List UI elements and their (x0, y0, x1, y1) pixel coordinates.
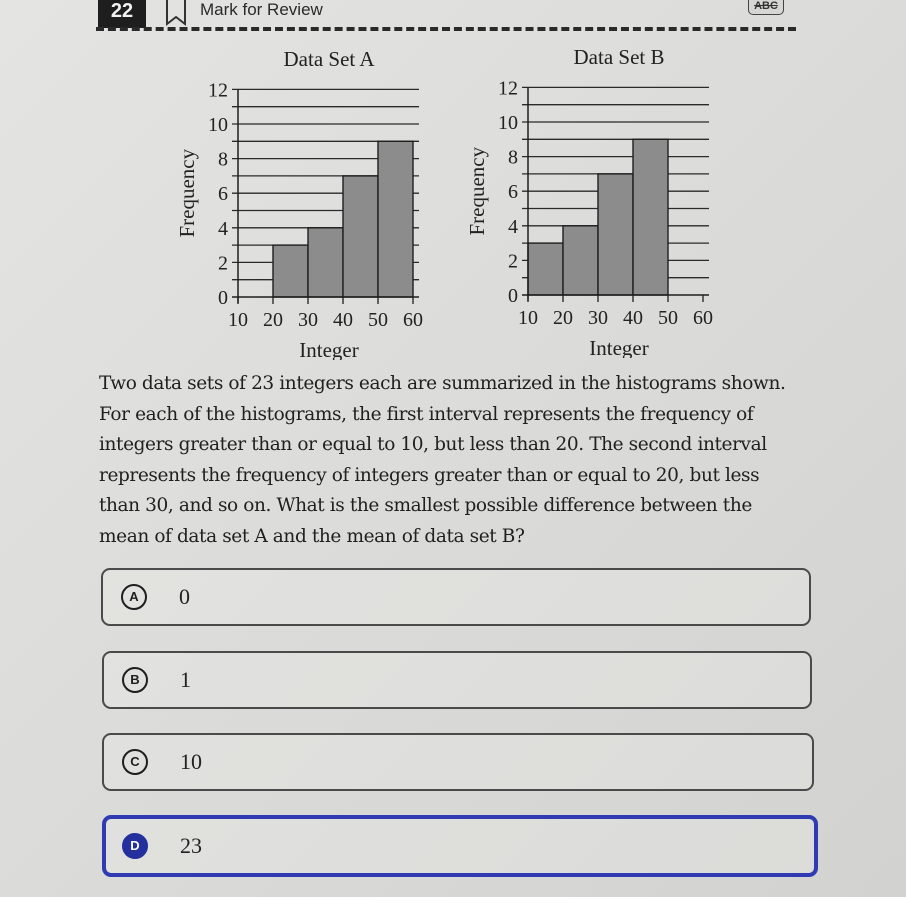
choice-value: 1 (180, 667, 191, 692)
svg-text:12: 12 (208, 79, 228, 102)
choice-value: 10 (180, 749, 202, 774)
svg-text:Frequency: Frequency (175, 148, 199, 238)
svg-text:12: 12 (498, 77, 518, 100)
svg-text:60: 60 (403, 309, 423, 331)
svg-text:Data Set B: Data Set B (573, 45, 665, 69)
svg-text:Integer: Integer (589, 336, 649, 358)
choice-letter: A (121, 584, 147, 610)
choice-letter: B (122, 667, 148, 693)
svg-text:40: 40 (623, 307, 643, 329)
svg-text:Data Set A: Data Set A (283, 47, 375, 71)
histogram-data-set-b (460, 38, 740, 363)
svg-text:0: 0 (508, 285, 518, 307)
bookmark-icon[interactable] (165, 0, 187, 28)
svg-text:2: 2 (508, 250, 518, 273)
svg-text:10: 10 (518, 307, 538, 329)
svg-text:4: 4 (218, 217, 228, 240)
strikethrough-abc-icon: ABC (754, 0, 778, 12)
histogram-data-set-a (170, 40, 450, 365)
svg-text:0: 0 (218, 287, 228, 309)
choice-value: 0 (179, 584, 190, 609)
svg-text:20: 20 (553, 307, 573, 329)
choice-d[interactable] (102, 815, 818, 877)
question-text: Two data sets of 23 integers each are summarized in the histograms shown. For each of the histograms, the first interval represents the frequency of integers greater than or equal to 10, but less than 20. The second interval represents the frequency of integers greater than or equal to 20, but less than 30, and so on. What is the smallest possible difference between the mean of data set A and the mean of data set B? (99, 373, 786, 547)
svg-text:50: 50 (658, 307, 678, 329)
svg-text:50: 50 (368, 309, 388, 331)
svg-text:40: 40 (333, 309, 353, 331)
question-number: 22 (98, 0, 146, 28)
choice-a[interactable] (101, 568, 811, 626)
mark-for-review-button[interactable]: Mark for Review (200, 0, 323, 19)
svg-text:Frequency: Frequency (465, 146, 489, 236)
svg-text:6: 6 (508, 181, 518, 204)
svg-text:60: 60 (693, 307, 713, 329)
svg-text:30: 30 (588, 307, 608, 329)
svg-text:8: 8 (508, 146, 518, 169)
svg-text:4: 4 (508, 215, 518, 238)
svg-text:10: 10 (208, 114, 228, 136)
choice-value: 23 (180, 833, 202, 858)
answer-eliminator-button[interactable] (748, 0, 784, 15)
svg-text:2: 2 (218, 252, 228, 275)
svg-text:20: 20 (263, 309, 283, 331)
question-header (0, 0, 906, 36)
svg-text:10: 10 (498, 112, 518, 134)
svg-text:Integer: Integer (299, 338, 359, 360)
svg-text:6: 6 (218, 183, 228, 206)
header-divider (96, 27, 796, 31)
svg-text:10: 10 (228, 309, 248, 331)
choice-letter-selected: D (122, 833, 148, 859)
choice-letter: C (122, 749, 148, 775)
choice-b[interactable] (102, 651, 812, 709)
svg-text:30: 30 (298, 309, 318, 331)
choice-c[interactable] (102, 733, 814, 791)
svg-text:8: 8 (218, 148, 228, 171)
